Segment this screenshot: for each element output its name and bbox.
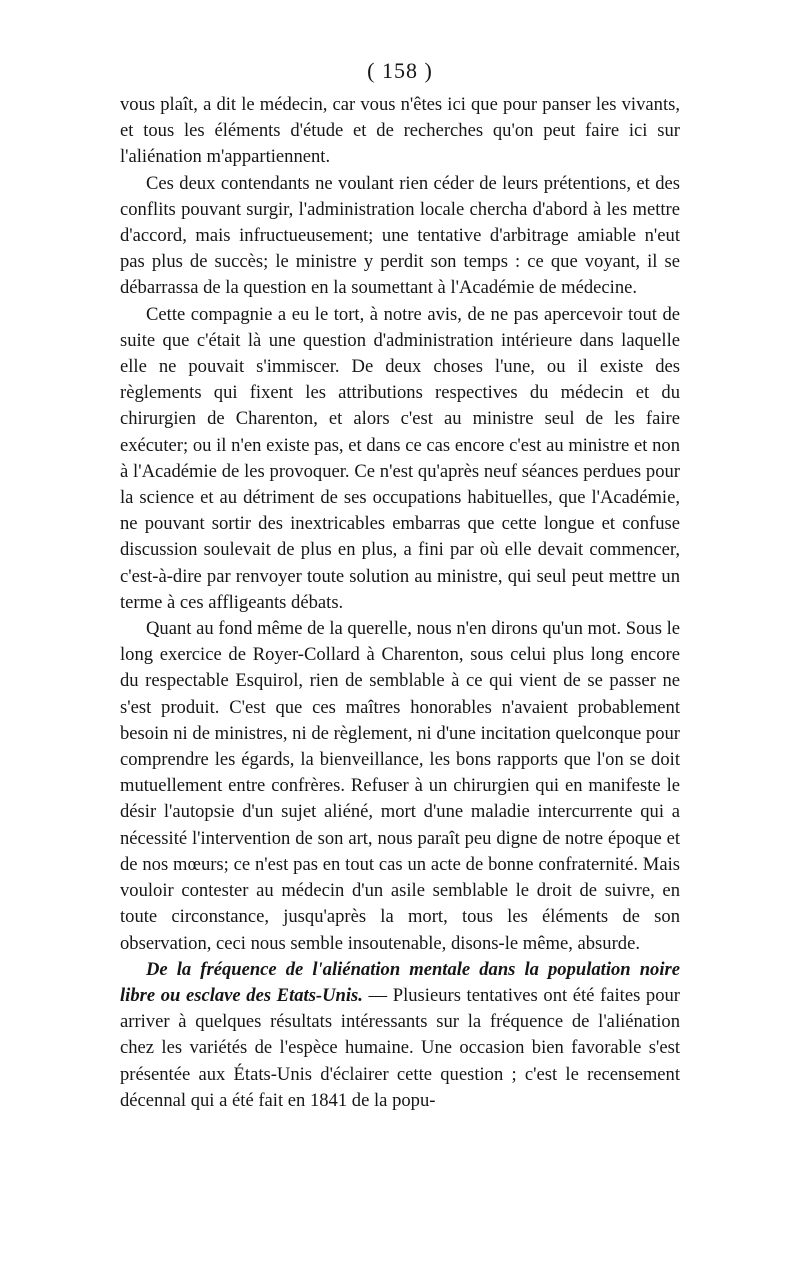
paragraph-text: vous plaît, a dit le médecin, car vous n'êtes ici que pour panser les vivants, et tous les éléments d'étude et de recherches qu'on peut faire ici sur l'aliénation m'appartiennent. bbox=[120, 94, 680, 168]
paragraph-section-frequence bbox=[120, 957, 680, 1114]
paragraph-text: — Plusieurs tentatives ont été faites pour arriver à quelques résultats intéressants sur la fréquence de l'aliénation chez les variétés de l'espèce humaine. Une occasion bien favorable s'est présentée aux États-Unis d'éclairer cette question ; c'est le recensement décennal qui a été fait en 1841 de la popu- bbox=[120, 984, 680, 1111]
paragraph-text: Quant au fond même de la querelle, nous n'en dirons qu'un mot. Sous le long exercice de Royer-Collard à Charenton, sous celui plus long encore du respectable Esquirol, rien de semblable à ce qui vient de se passer ne s'est produit. C'est que ces maîtres honorables n'avaient probablement besoin ni de ministres, ni de règlement, ni d'une incitation quelconque pour comprendre les égards, la bienveillance, les bons rapports que l'on se doit mutuellement entre confrères. Refuser à un chirurgien qui en manifeste le désir l'autopsie d'un sujet aliéné, mort d'une maladie intercurrente qui a nécessité l'intervention de son art, nous paraît peu digne de notre époque et de nos mœurs; ce n'est pas en tout cas un acte de bonne confraternité. Mais vouloir contester au médecin d'un asile semblable le droit de suivre, en toute circonstance, jusqu'après la mort, tous les éléments de son observation, ceci nous semble insoutenable, disons-le même, absurde. bbox=[120, 618, 680, 954]
paragraph-querelle bbox=[120, 616, 680, 957]
paragraph-text: Ces deux contendants ne voulant rien céder de leurs prétentions, et des conflits pouvant surgir, l'administration locale chercha d'abord à les mettre d'accord, mais infructueusement; une tentative d'arbitrage amiable n'eut pas plus de succès; le ministre y perdit son temps : ce que voyant, il se débarrassa de la question en la soumettant à l'Académie de médecine. bbox=[120, 172, 680, 299]
paragraph-continuation bbox=[120, 92, 680, 171]
page-number: ( 158 ) bbox=[367, 58, 433, 83]
paragraph-text: Cette compagnie a eu le tort, à notre avis, de ne pas apercevoir tout de suite que c'était là une question d'administration intérieure dans laquelle elle ne pouvait s'immiscer. De deux choses l'une, ou il existe des règlements qui fixent les attributions respectives du médecin et du chirurgien de Charenton, et alors c'est au ministre seul de les faire exécuter; ou il n'en existe pas, et dans ce cas encore c'est au ministre et non à l'Académie de les provoquer. Ce n'est qu'après neuf séances perdues pour la science et au détriment de ses occupations habituelles, que l'Académie, ne pouvant sortir des inextricables embarras que cette longue et confuse discussion soulevait de plus en plus, a fini par où elle devait commencer, c'est-à-dire par renvoyer toute solution au ministre, qui seul peut mettre un terme à ces affligeants débats. bbox=[120, 303, 680, 613]
paragraph-contendants bbox=[120, 171, 680, 302]
paragraph-academie bbox=[120, 302, 680, 616]
document-page bbox=[120, 58, 680, 1114]
section-title: De la fréquence de l'aliénation mentale dans la population noire libre ou esclave des Etats-Unis. bbox=[120, 958, 680, 1006]
